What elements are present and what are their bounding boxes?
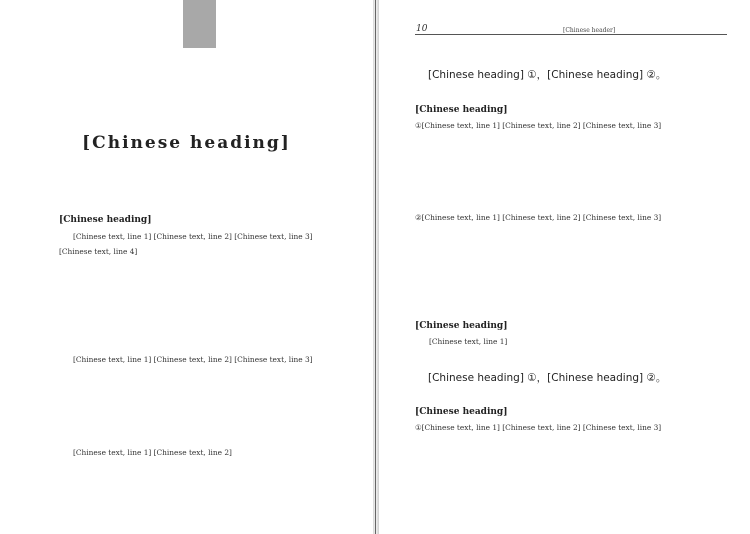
right-page <box>379 0 750 534</box>
notes-label-2: [Chinese heading] <box>415 407 508 417</box>
intro-paragraph-1: [Chinese text, line 1] [Chinese text, line 2] [Chinese text, line 3] [Chinese text, line 4] <box>59 232 313 257</box>
verse-heading-1: [Chinese heading] ①，[Chinese heading] ②。 <box>428 69 667 81</box>
page-number: 10 <box>416 24 428 34</box>
running-title: [Chinese header] <box>563 27 616 34</box>
note-3: ①[Chinese text, line 1] [Chinese text, line 2] [Chinese text, line 3] <box>415 423 662 432</box>
verse-heading-2: [Chinese heading] ①，[Chinese heading] ②。 <box>428 372 667 384</box>
note-1: ①[Chinese text, line 1] [Chinese text, line 2] [Chinese text, line 3] <box>415 121 662 130</box>
chapter-title: [Chinese heading] <box>82 133 291 153</box>
left-page <box>0 0 373 534</box>
chapter-tab <box>183 0 216 48</box>
notes-label-1: [Chinese heading] <box>415 105 508 115</box>
section-label-intro: [Chinese heading] <box>59 215 152 225</box>
translation-text: [Chinese text, line 1] <box>429 337 508 346</box>
translation-label: [Chinese heading] <box>415 321 508 331</box>
intro-paragraph-3: [Chinese text, line 1] [Chinese text, line 2] <box>73 448 232 457</box>
note-2: ②[Chinese text, line 1] [Chinese text, line 2] [Chinese text, line 3] <box>415 213 662 222</box>
header-rule <box>415 34 727 35</box>
intro-paragraph-2: [Chinese text, line 1] [Chinese text, line 2] [Chinese text, line 3] <box>73 355 313 364</box>
